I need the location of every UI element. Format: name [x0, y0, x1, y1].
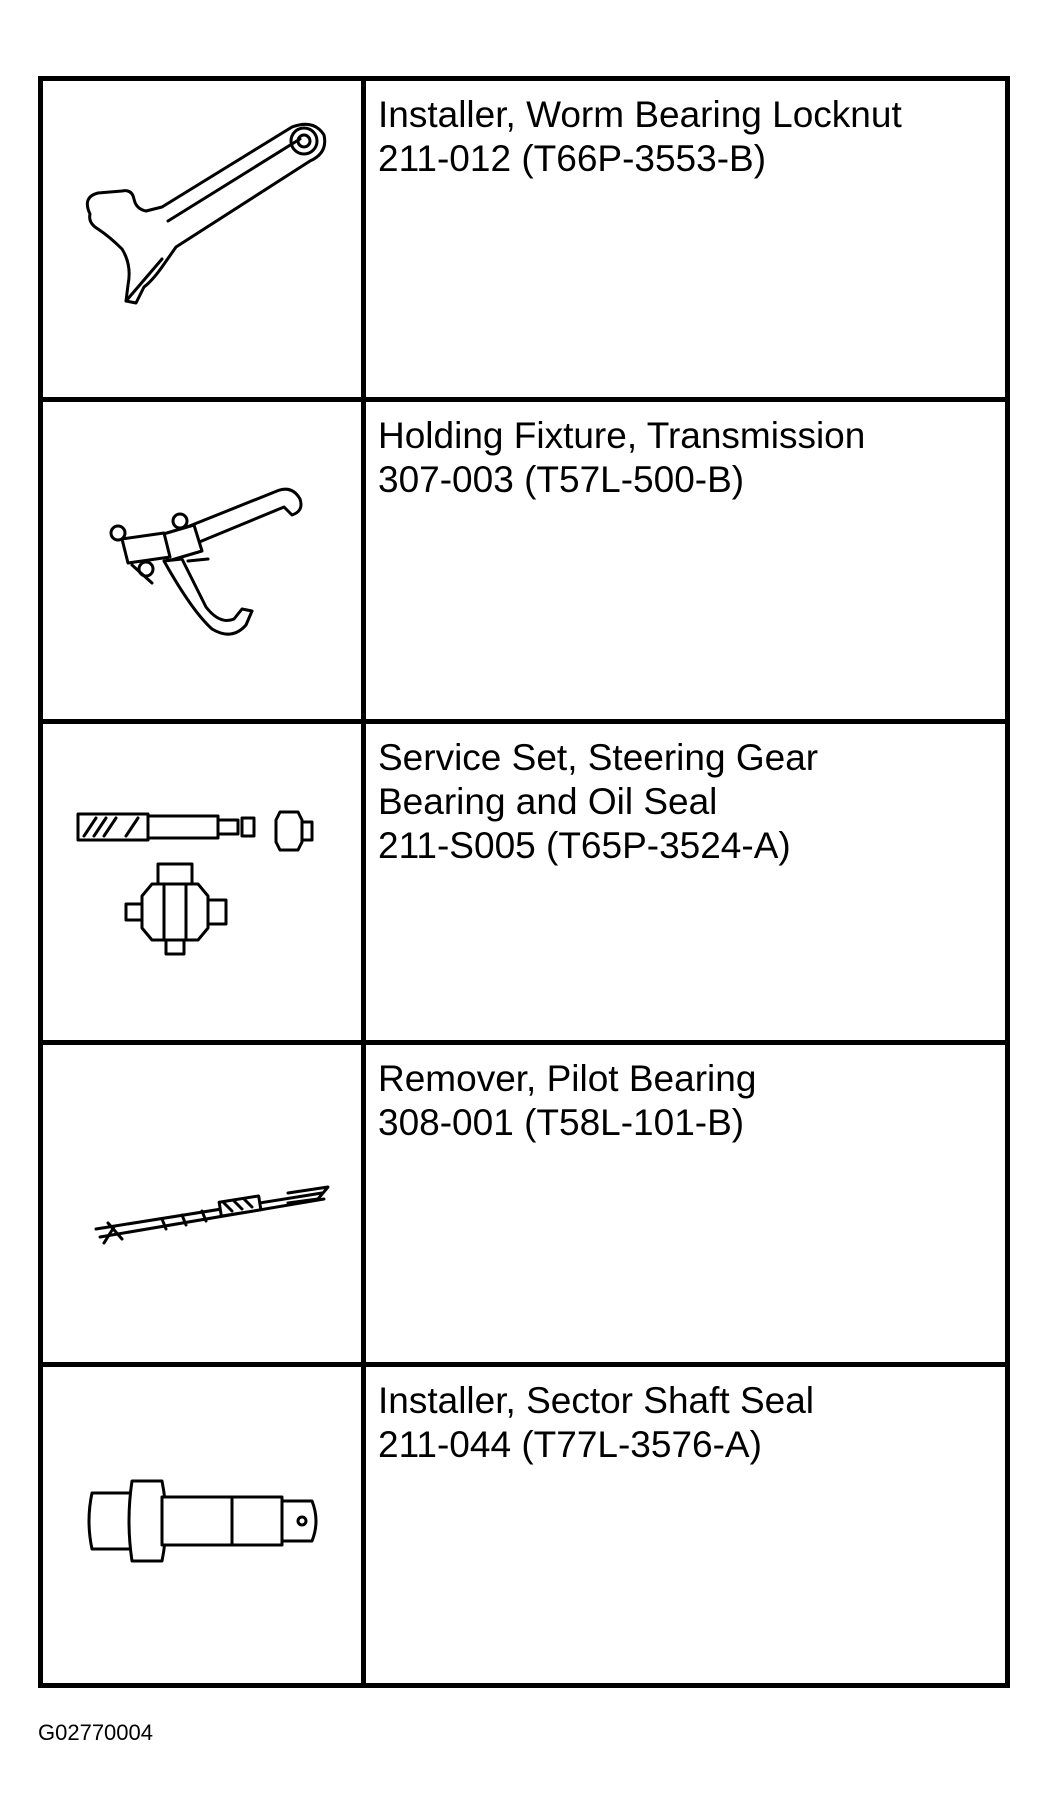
tool-illustration-cell	[43, 402, 366, 718]
tool-name-line2: Bearing and Oil Seal	[378, 780, 718, 822]
tool-illustration-cell	[43, 724, 366, 1040]
tool-name: Installer, Sector Shaft Seal	[378, 1379, 815, 1421]
tool-description	[366, 1367, 814, 1683]
tool-description	[366, 81, 902, 397]
special-tools-table	[38, 76, 1010, 1688]
tool-name-line1: Service Set, Steering Gear	[378, 736, 819, 778]
tool-illustration-cell	[43, 1045, 366, 1361]
tool-number: 307-003 (T57L-500-B)	[378, 459, 745, 501]
seal-installer-icon	[52, 1375, 352, 1675]
tool-number: 211-S005 (T65P-3524-A)	[378, 824, 791, 866]
table-row	[43, 81, 1005, 397]
tool-number: 211-012 (T66P-3553-B)	[378, 138, 767, 179]
tool-name: Holding Fixture, Transmission	[378, 415, 866, 457]
table-row	[43, 1040, 1005, 1361]
table-row	[43, 1362, 1005, 1683]
tool-number: 308-001 (T58L-101-B)	[378, 1102, 745, 1144]
tool-name: Remover, Pilot Bearing	[378, 1058, 757, 1100]
tool-name: Installer, Worm Bearing Locknut	[378, 94, 902, 135]
tool-illustration-cell	[43, 1367, 366, 1683]
tool-description	[366, 1045, 756, 1361]
spanner-wrench-icon	[52, 89, 352, 389]
tool-illustration-cell	[43, 81, 366, 397]
seal-service-set-icon	[52, 732, 352, 1032]
tool-description	[366, 724, 818, 1040]
figure-code: G02770004	[38, 1720, 153, 1745]
pilot-bearing-remover-icon	[52, 1053, 352, 1353]
tool-number: 211-044 (T77L-3576-A)	[378, 1423, 762, 1465]
table-row	[43, 719, 1005, 1040]
tool-description	[366, 402, 865, 718]
table-row	[43, 397, 1005, 718]
holding-fixture-icon	[52, 411, 352, 711]
